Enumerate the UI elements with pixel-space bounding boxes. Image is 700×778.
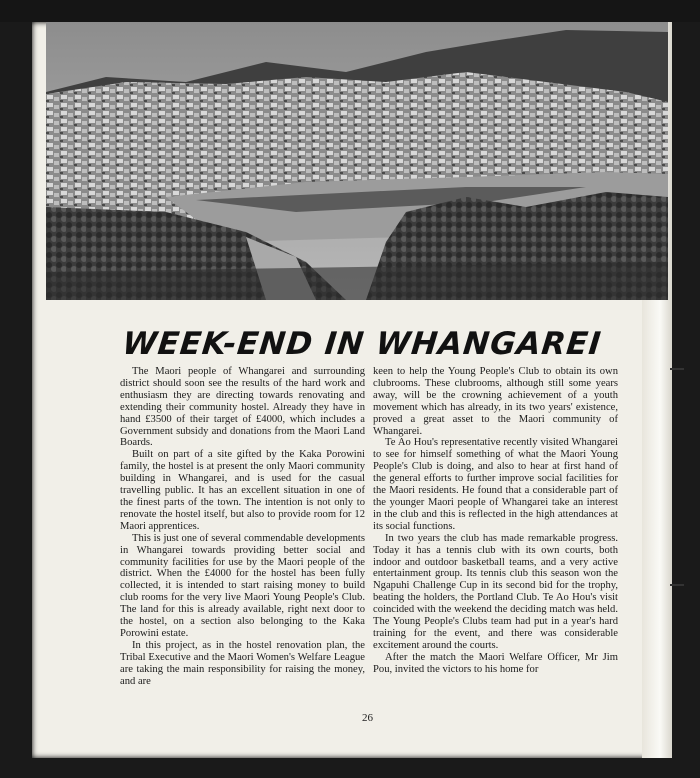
right-column	[373, 366, 618, 676]
paragraph: In two years the club has made remarkable progress. Today it has a tennis club with its own courts, both indoor and outdoor basketball teams, and a very active entertainment group. Its tennis club this season won the Ngapuhi Challenge Cup in its second bid for the trophy, beating the holders, the Portland Club. Te Ao Hou's visit coincided with the weekend the deciding match was held. The Young People's Clubs team had put in a year's hard training for the event, and there was considerable excitement around the courts.	[373, 532, 618, 651]
binding-mark	[670, 368, 684, 370]
paragraph: In this project, as in the hostel renovation plan, the Tribal Executive and the Maori Women's Welfare League are taking the main responsibility for raising the money, and are	[120, 639, 365, 687]
paragraph: keen to help the Young People's Club to obtain its own clubrooms. These clubrooms, although still some years away, will be the crowning achievement of a youth movement which has already, in its two years' existence, proved a great asset to the Maori community of Whangarei.	[373, 366, 618, 437]
paragraph: Built on part of a site gifted by the Kaka Porowini family, the hostel is at present the only Maori community building in Whangarei, and is used for the casual travelling public. It has an excellent situation in one of the finest parts of the town. The intention is not only to renovate the hostel itself, but also to provide room for 12 Maori apprentices.	[120, 449, 365, 532]
paragraph: Te Ao Hou's representative recently visited Whangarei to see for himself something of what the Maori Young People's Club is doing, and also to hear at first hand of the general efforts to further improve social facilities for the Maori residents. He found that a considerable part of the younger Maori people of Whangarei take an interest in the club and this is reflected in the high attendances at its social functions.	[373, 437, 618, 532]
scan-background	[0, 0, 700, 22]
paragraph: This is just one of several commendable developments in Whangarei towards providing better social and community facilities for use by the Maori people of the district. When the £4000 for the hostel has been fully collected, it is intended to start raising money to build club rooms for the very live Maori Young People's Club. The land for this is already available, right next door to the hostel, on a section also belonging to the Kaka Porowini estate.	[120, 532, 365, 639]
town-photograph	[46, 22, 668, 300]
magazine-page	[32, 22, 672, 758]
binding-mark	[670, 584, 684, 586]
left-column	[120, 366, 365, 687]
paragraph: The Maori people of Whangarei and surrounding district should soon see the results of the hard work and enthusiasm they are directing towards renovating and extending their community hostel. Already they have in hand £3500 of their target of £4000, which includes a Government subsidy and donations from the Maori Land Boards.	[120, 366, 365, 449]
page-number: 26	[362, 712, 373, 724]
article-title: WEEK-END IN WHANGAREI	[120, 326, 604, 362]
paragraph: After the match the Maori Welfare Officer, Mr Jim Pou, invited the victors to his home for	[373, 651, 618, 675]
